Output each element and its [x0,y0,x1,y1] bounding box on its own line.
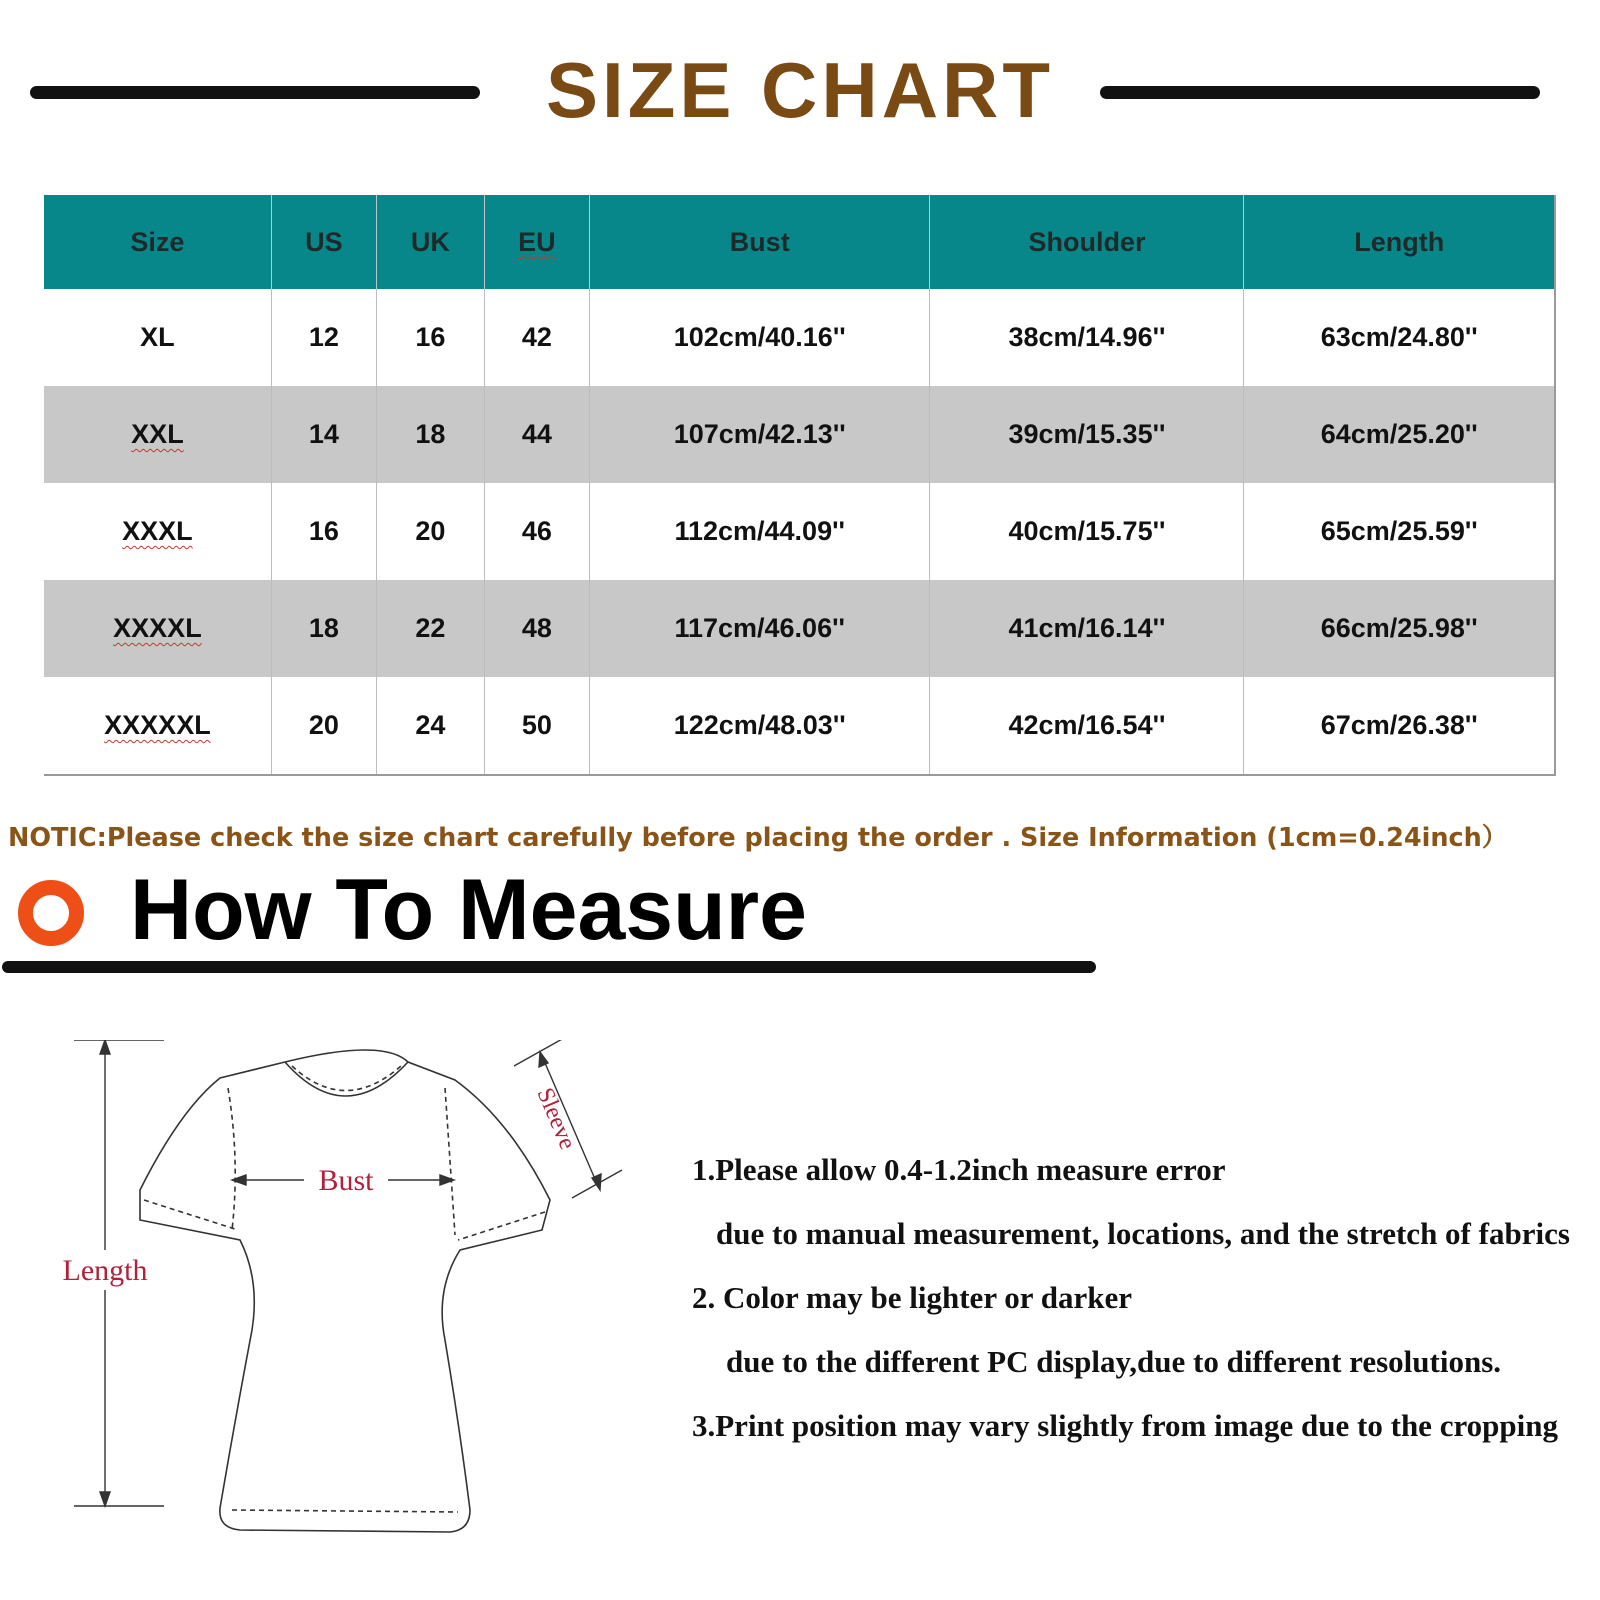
note-2-detail: due to the different PC display,due to different resolutions. [726,1344,1502,1379]
cell-shoulder: 41cm/16.14'' [930,580,1244,677]
column-header-size: Size [44,195,271,289]
table-row [44,289,1555,386]
cell-size [44,483,271,580]
cell-bust: 107cm/42.13'' [589,386,930,483]
note-1: 1.Please allow 0.4-1.2inch measure error [692,1152,1226,1187]
cell-size: XL [44,289,271,386]
size-notice: NOTIC:Please check the size chart carefully before placing the order . Size Information (1cm=0.24inch） [8,823,1508,853]
cell-size-label: XXXXL [113,613,202,643]
cell-eu: 48 [484,580,589,677]
section-title: How To Measure [130,862,807,958]
cell-bust: 122cm/48.03'' [589,677,930,775]
column-header-shoulder: Shoulder [930,195,1244,289]
table-header-row [44,195,1555,289]
cell-length: 63cm/24.80'' [1244,289,1555,386]
cell-size [44,677,271,775]
cell-size-label: XXL [131,419,184,449]
measure-notes [692,1150,1590,1470]
cell-eu: 46 [484,483,589,580]
table-row [44,386,1555,483]
column-header-length: Length [1244,195,1555,289]
cell-us: 20 [271,677,376,775]
cell-length: 64cm/25.20'' [1244,386,1555,483]
cell-eu: 50 [484,677,589,775]
cell-uk: 20 [376,483,484,580]
cell-bust: 117cm/46.06'' [589,580,930,677]
cell-size-label: XXXL [122,516,193,546]
cell-us: 18 [271,580,376,677]
cell-shoulder: 39cm/15.35'' [930,386,1244,483]
column-header-eu-label: EU [518,226,556,257]
column-header-eu [484,195,589,289]
cell-us: 12 [271,289,376,386]
cell-length: 67cm/26.38'' [1244,677,1555,775]
note-2: 2. Color may be lighter or darker [692,1280,1132,1315]
cell-uk: 24 [376,677,484,775]
cell-size [44,386,271,483]
cell-us: 14 [271,386,376,483]
cell-length: 65cm/25.59'' [1244,483,1555,580]
cell-size [44,580,271,677]
length-label: Length [62,1254,148,1287]
tshirt-measure-diagram [40,1040,660,1560]
cell-size-label: XXXXXL [104,710,211,740]
page-title: SIZE CHART [546,46,1054,134]
note-1-detail: due to manual measurement, locations, and the stretch of fabrics [716,1216,1570,1251]
cell-bust: 102cm/40.16'' [589,289,930,386]
column-header-bust: Bust [589,195,930,289]
table-row [44,580,1555,677]
cell-length: 66cm/25.98'' [1244,580,1555,677]
ring-bullet-icon [18,880,84,946]
cell-us: 16 [271,483,376,580]
cell-uk: 16 [376,289,484,386]
title-rule-right [1100,86,1540,99]
cell-bust: 112cm/44.09'' [589,483,930,580]
cell-uk: 18 [376,386,484,483]
column-header-us: US [271,195,376,289]
cell-eu: 42 [484,289,589,386]
bust-label: Bust [318,1164,374,1197]
cell-eu: 44 [484,386,589,483]
note-3: 3.Print position may vary slightly from image due to the cropping [692,1408,1558,1443]
cell-shoulder: 38cm/14.96'' [930,289,1244,386]
size-table [44,195,1556,776]
section-rule [2,961,1096,973]
cell-uk: 22 [376,580,484,677]
column-header-uk: UK [376,195,484,289]
cell-shoulder: 42cm/16.54'' [930,677,1244,775]
tshirt-collar [285,1062,408,1096]
table-row [44,677,1555,775]
sleeve-label: Sleeve [531,1084,581,1154]
table-row [44,483,1555,580]
cell-shoulder: 40cm/15.75'' [930,483,1244,580]
tshirt-outline [140,1050,550,1532]
